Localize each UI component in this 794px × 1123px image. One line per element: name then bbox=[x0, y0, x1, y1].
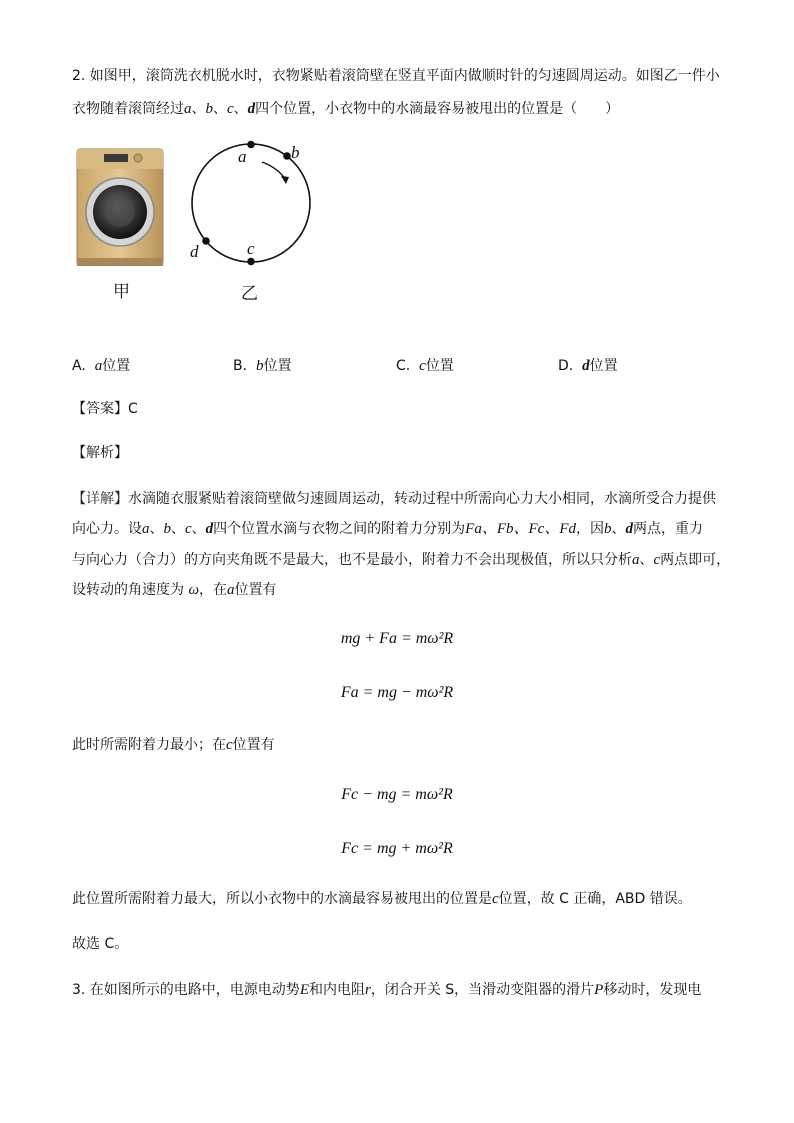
label-b: b bbox=[291, 143, 300, 162]
label-c: c bbox=[247, 239, 255, 258]
equation-4: Fc = mg + mω²R bbox=[341, 840, 453, 857]
figure-label-yi: 乙 bbox=[241, 284, 258, 304]
label-a: a bbox=[238, 147, 247, 166]
equation-1: mg + Fa = mω²R bbox=[340, 630, 454, 647]
analysis-heading: 【解析】 bbox=[72, 445, 128, 461]
detail-line-4: 设转动的角速度为 ω，在a位置有 bbox=[72, 582, 277, 598]
option-c[interactable]: C. c位置 bbox=[396, 358, 454, 374]
detail-line-3: 与向心力（合力）的方向夹角既不是最大，也不是最小，附着力不会出现极值，所以只分析a、c两点即可， bbox=[72, 552, 731, 568]
point-a bbox=[247, 141, 255, 149]
option-d[interactable]: D. d位置 bbox=[558, 358, 618, 374]
question-3-line-1: 3. 在如图所示的电路中，电源电动势E和内电阻r，闭合开关 S，当滑动变阻器的滑片P移动时，发现电 bbox=[72, 982, 702, 998]
circle-diagram bbox=[182, 138, 322, 268]
after-eq2-line: 此时所需附着力最小；在c位置有 bbox=[72, 737, 275, 753]
washing-machine-image bbox=[76, 148, 164, 268]
option-a[interactable]: A. a位置 bbox=[72, 358, 131, 374]
choose-line: 故选 C。 bbox=[72, 936, 129, 952]
detail-line-2: 向心力。设a、b、c、d四个位置水滴与衣物之间的附着力分别为Fa、Fb、Fc、Fd，因b、d两点，重力 bbox=[72, 521, 703, 537]
point-b bbox=[283, 152, 291, 160]
figure-label-jia: 甲 bbox=[113, 282, 130, 302]
question-2-line-1: 2. 如图甲，滚筒洗衣机脱水时，衣物紧贴着滚筒壁在竖直平面内做顺时针的匀速圆周运动。如图乙一件小 bbox=[72, 68, 720, 84]
question-2-line-2: 衣物随着滚筒经过a、b、c、d四个位置，小衣物中的水滴最容易被甩出的位置是（ ） bbox=[72, 101, 620, 117]
point-c bbox=[247, 258, 255, 266]
detail-line-1: 【详解】水滴随衣服紧贴着滚筒壁做匀速圆周运动，转动过程中所需向心力大小相同，水滴所受合力提供 bbox=[72, 491, 716, 507]
conclusion-line: 此位置所需附着力最大，所以小衣物中的水滴最容易被甩出的位置是c位置，故 C 正确，ABD 错误。 bbox=[72, 891, 692, 907]
equation-3: Fc − mg = mω²R bbox=[341, 786, 453, 803]
point-d bbox=[202, 237, 210, 245]
label-d: d bbox=[190, 242, 199, 261]
equation-2: Fa = mg − mω²R bbox=[340, 684, 454, 701]
answer-line: 【答案】C bbox=[72, 401, 138, 417]
option-b[interactable]: B. b位置 bbox=[233, 358, 292, 374]
